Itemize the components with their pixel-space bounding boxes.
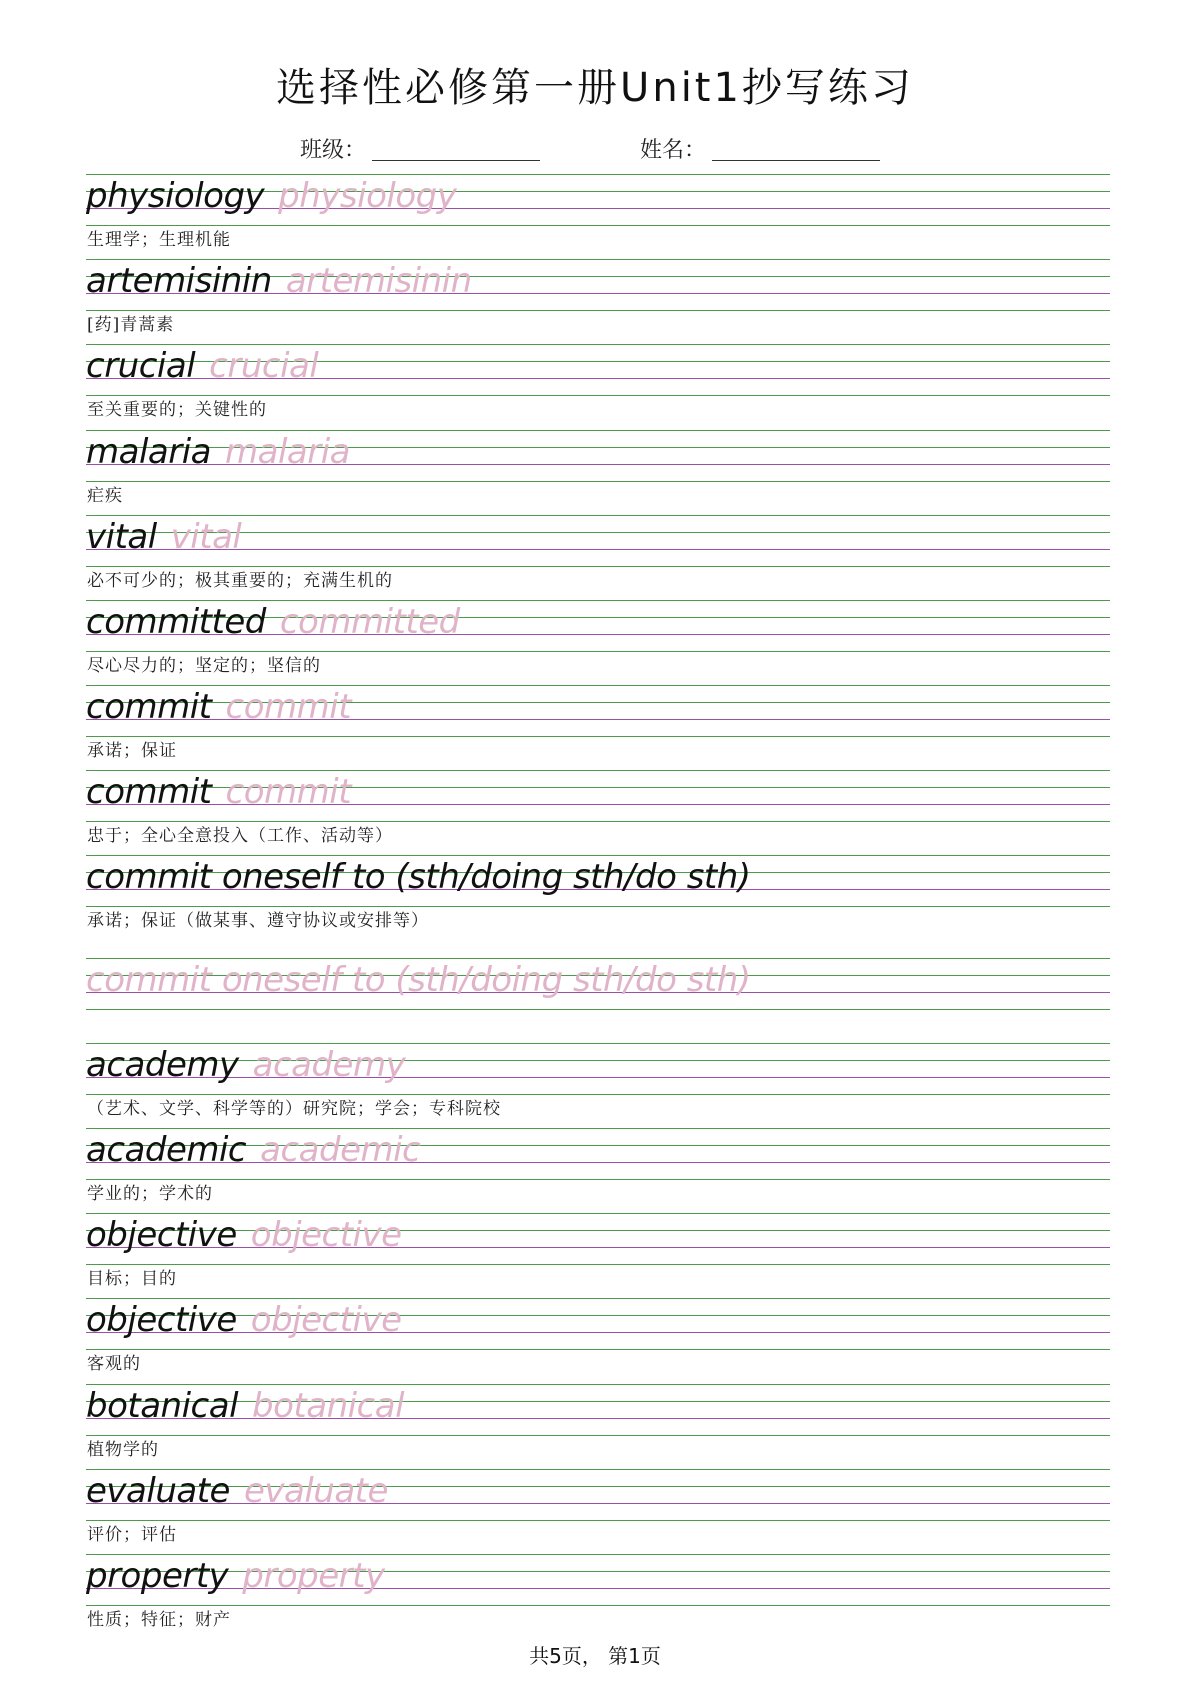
trace-word: objective (250, 1300, 402, 1340)
guide-line-bottom (86, 1264, 1110, 1265)
guide-line-top (86, 770, 1110, 771)
guide-line-top (86, 1043, 1110, 1044)
guide-line-top (86, 600, 1110, 601)
trace-word: commit oneself to (sth/doing sth/do sth) (86, 960, 751, 1000)
vocab-meaning: 承诺；保证 (87, 741, 177, 761)
trace-word: artemisinin (285, 261, 472, 301)
guide-line-bottom (86, 1094, 1110, 1095)
guide-line-top (86, 1213, 1110, 1214)
guide-line-bottom (86, 481, 1110, 482)
guide-line-bottom (86, 1605, 1110, 1606)
vocab-word: vital (86, 517, 157, 557)
vocab-word-row (86, 261, 472, 301)
class-label: 班级： (300, 138, 367, 163)
vocab-word: malaria (86, 432, 211, 472)
vocab-word: property (86, 1556, 229, 1596)
vocab-word-row (86, 772, 352, 812)
vocab-word-row (86, 960, 751, 1000)
vocab-word-row (86, 517, 242, 557)
trace-word: evaluate (243, 1471, 388, 1511)
guide-line-bottom (86, 1520, 1110, 1521)
guide-line-top (86, 1128, 1110, 1129)
guide-line-bottom (86, 1179, 1110, 1180)
guide-line-top (86, 259, 1110, 260)
guide-line-top (86, 344, 1110, 345)
vocab-meaning: 承诺；保证（做某事、遵守协议或安排等） (87, 911, 429, 931)
vocab-word-row (86, 1130, 421, 1170)
vocab-meaning: 至关重要的；关键性的 (87, 400, 267, 420)
vocab-word: objective (86, 1215, 237, 1255)
guide-line-bottom (86, 566, 1110, 567)
page-footer: 共5页， 第1页 (529, 1644, 661, 1668)
trace-word: property (242, 1556, 385, 1596)
vocab-word: crucial (86, 346, 196, 386)
vocab-word-row (86, 1045, 406, 1085)
vocab-word-row (86, 1215, 402, 1255)
vocab-word: evaluate (86, 1471, 230, 1511)
name-label: 姓名： (640, 138, 707, 163)
vocab-word: academy (86, 1045, 239, 1085)
guide-line-top (86, 685, 1110, 686)
vocab-meaning: 疟疾 (87, 486, 123, 506)
vocab-word-row (86, 176, 457, 216)
trace-word: committed (279, 602, 460, 642)
vocab-meaning: [药]青蒿素 (87, 315, 175, 335)
guide-line-bottom (86, 395, 1110, 396)
guide-line-bottom (86, 821, 1110, 822)
vocab-word: artemisinin (86, 261, 272, 301)
vocab-meaning: 植物学的 (87, 1440, 159, 1460)
vocab-word-row (86, 432, 350, 472)
vocab-word: academic (86, 1130, 247, 1170)
trace-word: botanical (252, 1386, 405, 1426)
guide-line-top (86, 1469, 1110, 1470)
trace-word: academic (260, 1130, 421, 1170)
guide-line-bottom (86, 736, 1110, 737)
vocab-word-row (86, 1386, 405, 1426)
page-title: 选择性必修第一册Unit1抄写练习 (276, 65, 914, 111)
vocab-word-row (86, 1556, 385, 1596)
guide-line-bottom (86, 310, 1110, 311)
trace-word: commit (225, 687, 352, 727)
guide-line-bottom (86, 906, 1110, 907)
vocab-meaning: 性质；特征；财产 (87, 1610, 231, 1630)
vocab-word: committed (86, 602, 266, 642)
vocab-meaning: （艺术、文学、科学等的）研究院；学会；专科院校 (87, 1099, 501, 1119)
guide-line-bottom (86, 1009, 1110, 1010)
vocab-word: commit oneself to (sth/doing sth/do sth) (86, 857, 751, 897)
guide-line-top (86, 1384, 1110, 1385)
vocab-word-row (86, 602, 460, 642)
guide-line-bottom (86, 225, 1110, 226)
vocab-word: physiology (86, 176, 265, 216)
trace-word: academy (252, 1045, 406, 1085)
vocab-meaning: 目标；目的 (87, 1269, 177, 1289)
guide-line-top (86, 1554, 1110, 1555)
vocab-word-row (86, 687, 352, 727)
vocab-meaning: 客观的 (87, 1354, 141, 1374)
vocab-meaning: 生理学；生理机能 (87, 230, 231, 250)
guide-line-bottom (86, 1349, 1110, 1350)
vocab-meaning: 学业的；学术的 (87, 1184, 213, 1204)
guide-line-top (86, 1298, 1110, 1299)
trace-word: physiology (278, 176, 457, 216)
guide-line-top (86, 430, 1110, 431)
trace-word: vital (170, 517, 242, 557)
guide-line-top (86, 855, 1110, 856)
vocab-word: commit (86, 687, 212, 727)
trace-word: crucial (209, 346, 319, 386)
vocab-meaning: 必不可少的；极其重要的；充满生机的 (87, 571, 393, 591)
vocab-meaning: 尽心尽力的；坚定的；坚信的 (87, 656, 321, 676)
vocab-meaning: 评价；评估 (87, 1525, 177, 1545)
vocab-word-row (86, 1471, 388, 1511)
trace-word: objective (250, 1215, 402, 1255)
trace-word: malaria (225, 432, 350, 472)
vocab-meaning: 忠于；全心全意投入（工作、活动等） (87, 826, 393, 846)
vocab-word-row (86, 1300, 402, 1340)
trace-word: commit (225, 772, 352, 812)
vocab-word: objective (86, 1300, 237, 1340)
guide-line-top (86, 174, 1110, 175)
vocab-word-row (86, 857, 751, 897)
vocab-word: commit (86, 772, 212, 812)
guide-line-top (86, 515, 1110, 516)
vocab-word: botanical (86, 1386, 239, 1426)
guide-line-top (86, 958, 1110, 959)
guide-line-bottom (86, 651, 1110, 652)
guide-line-bottom (86, 1435, 1110, 1436)
vocab-word-row (86, 346, 319, 386)
